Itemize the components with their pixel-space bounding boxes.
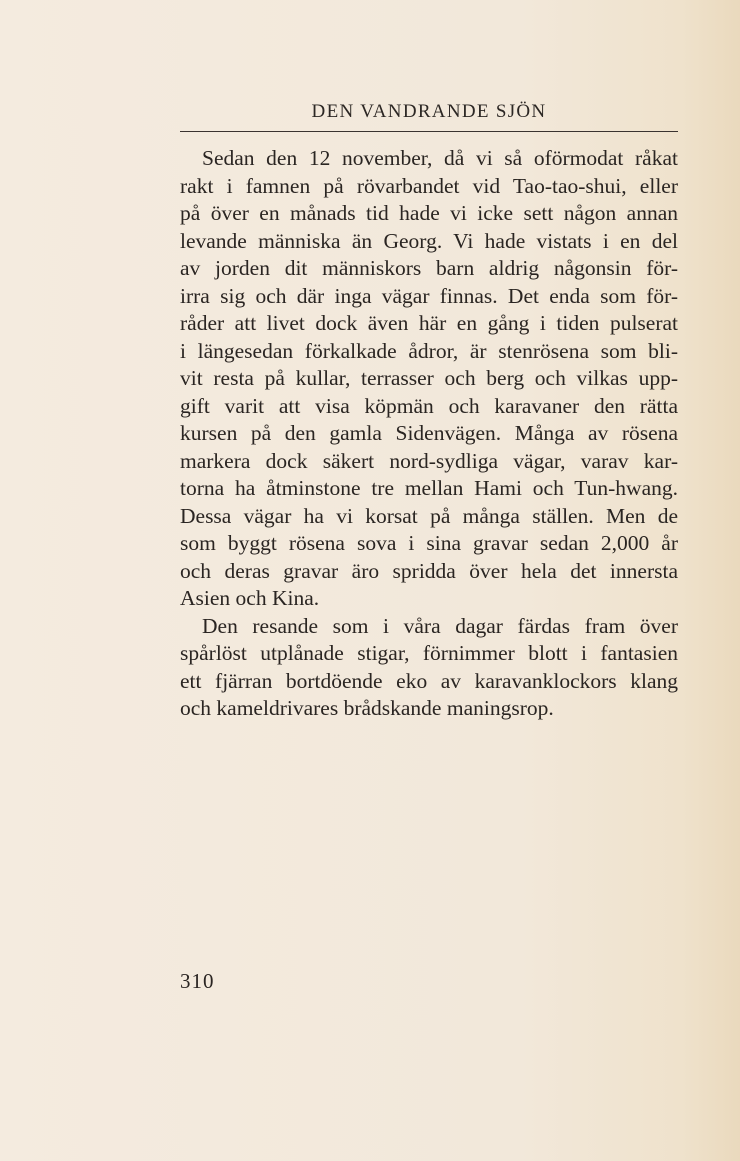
page-number: 310 [180,969,215,993]
text-line: Dessa vägar ha vi korsat på många ställen. Men de [180,503,678,528]
text-line: på över en månads tid hade vi icke sett någon annan [180,201,678,225]
header-rule [180,131,678,132]
text-line: spårlöst utplånade stigar, förnimmer blott i fantasien [180,641,678,665]
text-line: levande människa än Georg. Vi hade vistats i en del [180,228,678,253]
text-line: i längesedan förkalkade ådror, är stenrösena som bli- [180,338,678,363]
body-text [180,145,678,723]
running-head: DEN VANDRANDE SJÖN [311,101,547,122]
text-line: Den resande som i våra dagar färdas fram över [202,613,678,638]
text-line: irra sig och där inga vägar finnas. Det enda som för- [180,283,678,308]
text-line: markera dock säkert nord-sydliga vägar, varav kar- [180,448,678,473]
text-line: ett fjärran bortdöende eko av karavanklockors klang [180,668,678,693]
text-line: Sedan den 12 november, då vi så oförmodat råkat [202,146,678,170]
text-line: och deras gravar äro spridda över hela det innersta [180,558,678,583]
text-line: råder att livet dock även här en gång i tiden pulserat [180,311,678,335]
text-line: som byggt rösena sova i sina gravar sedan 2,000 år [180,531,678,555]
text-line: och kameldrivares brådskande maningsrop. [180,696,554,720]
text-line: rakt i famnen på rövarbandet vid Tao-tao-shui, eller [180,173,678,198]
paragraph-2 [180,613,678,723]
text-line: torna ha åtminstone tre mellan Hami och Tun-hwang. [180,476,678,500]
text-line: vit resta på kullar, terrasser och berg och vilkas upp- [180,366,678,390]
text-line: Asien och Kina. [180,586,320,610]
paragraph-1 [180,145,678,613]
text-line: av jorden dit människors barn aldrig någonsin för- [180,256,678,280]
text-line: kursen på den gamla Sidenvägen. Många av rösena [180,421,678,445]
text-line: gift varit att visa köpmän och karavaner den rätta [180,393,678,418]
